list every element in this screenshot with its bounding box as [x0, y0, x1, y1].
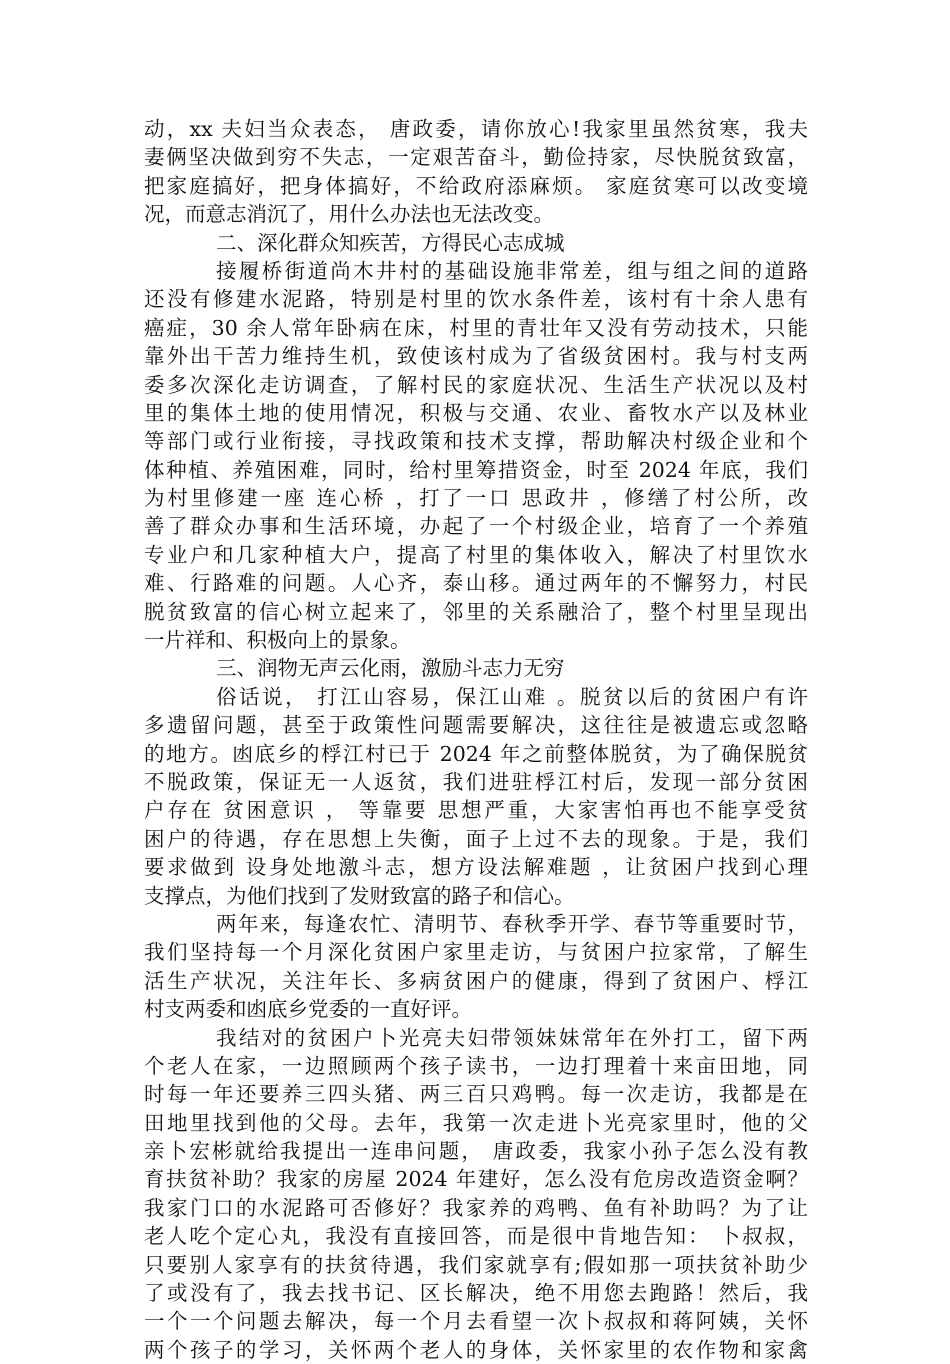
text-line: 二、深化群众知疾苦，方得民心志成城 [216, 230, 565, 255]
text-line: 支撑点，为他们找到了发财致富的路子和信心。 [144, 883, 575, 908]
text-line: 俗话说， 打江山容易，保江山难 。脱贫以后的贫困户有许 [216, 684, 808, 709]
text-line: 育扶贫补助？我家的房屋 2024 年建好，怎么没有危房改造资金啊？ [144, 1167, 808, 1192]
text-line: 不脱政策，保证无一人返贫，我们进驻桴江村后，发现一部分贫困 [144, 769, 808, 794]
text-line: 村支两委和凼底乡党委的一直好评。 [144, 997, 472, 1022]
text-line: 还没有修建水泥路，特别是村里的饮水条件差，该村有十余人患有 [144, 287, 808, 312]
text-line: 要求做到 设身处地激斗志，想方设法解难题 ，让贫困户找到心理 [144, 855, 808, 880]
text-line: 把家庭搞好，把身体搞好，不给政府添麻烦。 家庭贫寒可以改变境 [144, 173, 808, 198]
text-line: 老人吃个定心丸，我没有直接回答，而是很中肯地告知： 卜叔叔， [144, 1224, 808, 1249]
text-line: 两个孩子的学习，关怀两个老人的身体，关怀家里的农作物和家禽 [144, 1337, 808, 1362]
text-line: 三、润物无声云化雨，激励斗志力无穷 [216, 656, 565, 681]
text-line: 妻俩坚决做到穷不失志，一定艰苦奋斗，勤俭持家，尽快脱贫致富， [144, 145, 808, 170]
text-line: 动，xx 夫妇当众表态， 唐政委，请你放心!我家里虽然贫寒，我夫 [144, 117, 808, 141]
text-line: 我们坚持每一个月深化贫困户家里走访，与贫困户拉家常，了解生 [144, 940, 808, 965]
text-line: 我家门口的水泥路可否修好？我家养的鸡鸭、鱼有补助吗？为了让 [144, 1195, 808, 1220]
text-line: 多遗留问题，甚至于政策性问题需要解决，这往往是被遗忘或忽略 [144, 713, 808, 738]
text-line: 接履桥街道尚木井村的基础设施非常差，组与组之间的道路 [216, 258, 808, 283]
text-line: 难、行路难的问题。人心齐，泰山移。通过两年的不懈努力，村民 [144, 571, 808, 596]
text-line: 况，而意志消沉了，用什么办法也无法改变。 [144, 202, 554, 227]
text-line: 善了群众办事和生活环境，办起了一个村级企业，培育了一个养殖 [144, 514, 808, 539]
text-line: 只要别人家享有的扶贫待遇，我们家就享有;假如那一项扶贫补助少 [144, 1252, 808, 1277]
text-line: 为村里修建一座 连心桥 ，打了一口 思政井 ，修缮了村公所，改 [144, 486, 808, 511]
text-line: 亲卜宏彬就给我提出一连串问题， 唐政委，我家小孙子怎么没有教 [144, 1139, 808, 1164]
text-line: 困户的待遇，存在思想上失衡，面子上过不去的现象。于是，我们 [144, 826, 808, 851]
text-line: 了或没有了，我去找书记、区长解决，绝不用您去跑路！然后，我 [144, 1281, 808, 1306]
text-line: 等部门或行业衔接，寻找政策和技术支撑，帮助解决村级企业和个 [144, 429, 808, 454]
text-line: 癌症，30 余人常年卧病在床，村里的青壮年又没有劳动技术，只能 [144, 315, 808, 340]
text-line: 田地里找到他的父母。去年，我第一次走进卜光亮家里时，他的父 [144, 1110, 808, 1135]
text-line: 的地方。凼底乡的桴江村已于 2024 年之前整体脱贫，为了确保脱贫 [144, 741, 808, 766]
text-line: 一个一个问题去解决，每一个月去看望一次卜叔叔和蒋阿姨，关怀 [144, 1309, 808, 1334]
text-line: 脱贫致富的信心树立起来了，邻里的关系融洽了，整个村里呈现出 [144, 599, 808, 624]
text-line: 户存在 贫困意识 ， 等靠要 思想严重，大家害怕再也不能享受贫 [144, 798, 808, 823]
text-line: 委多次深化走访调查，了解村民的家庭状况、生活生产状况以及村 [144, 372, 808, 397]
text-line: 两年来，每逢农忙、清明节、春秋季开学、春节等重要时节， [216, 911, 808, 936]
text-line: 一片祥和、积极向上的景象。 [144, 628, 411, 653]
text-line: 活生产状况，关注年长、多病贫困户的健康，得到了贫困户、桴江 [144, 968, 808, 993]
text-line: 体种植、养殖困难，同时，给村里筹措资金，时至 2024 年底，我们 [144, 457, 808, 482]
text-line: 我结对的贫困户卜光亮夫妇带领妹妹常年在外打工，留下两 [216, 1025, 808, 1050]
text-line: 靠外出干苦力维持生机，致使该村成为了省级贫困村。我与村支两 [144, 344, 808, 369]
text-line: 里的集体土地的使用情况，积极与交通、农业、畜牧水产以及林业 [144, 400, 808, 425]
text-line: 时每一年还要养三四头猪、两三百只鸡鸭。每一次走访，我都是在 [144, 1082, 808, 1107]
text-line: 专业户和几家种植大户，提高了村里的集体收入，解决了村里饮水 [144, 542, 808, 567]
text-line: 个老人在家，一边照顾两个孩子读书，一边打理着十来亩田地，同 [144, 1053, 808, 1078]
document-page [144, 115, 808, 1364]
